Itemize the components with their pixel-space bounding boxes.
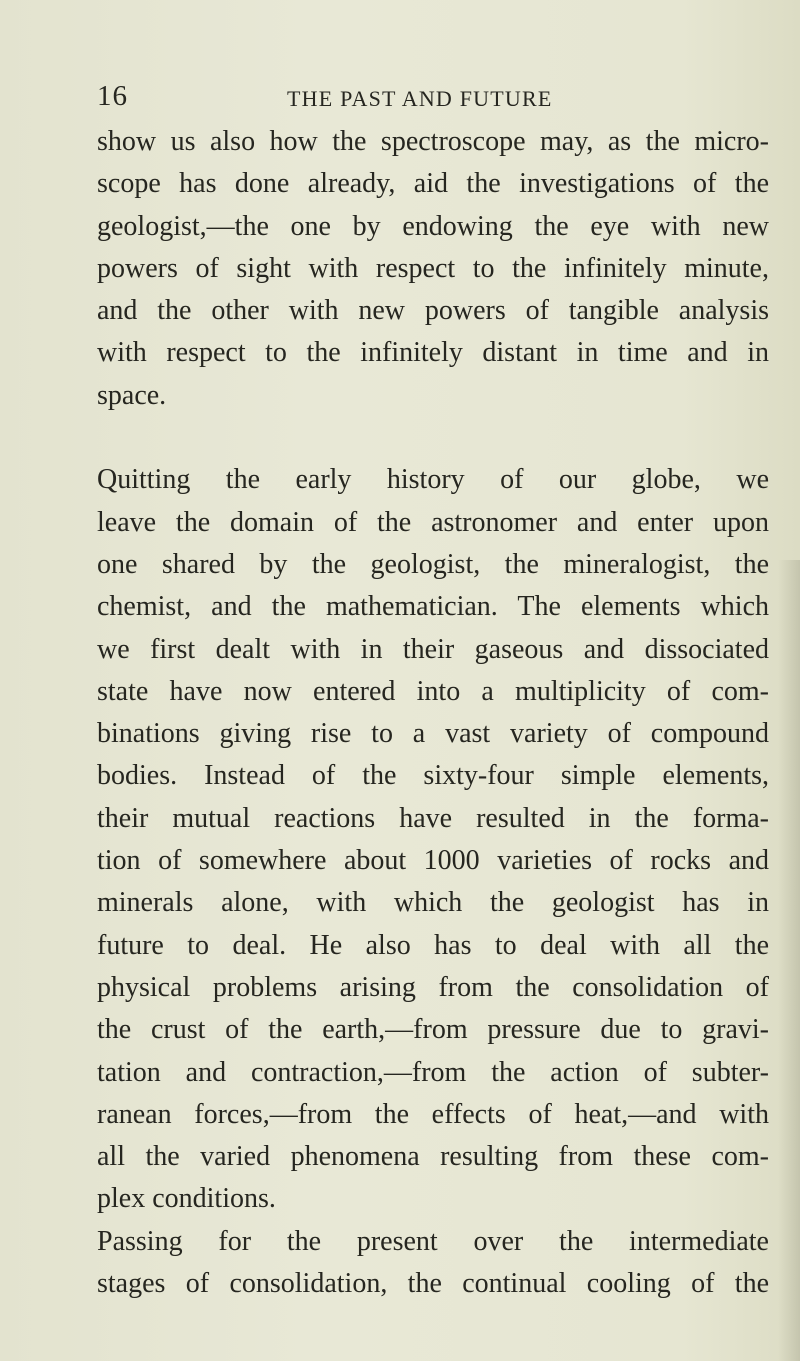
text-line: and the other with new powers of tangible analysis: [97, 295, 769, 327]
text-line: minerals alone, with which the geologist has in: [97, 887, 769, 919]
text-line: ranean forces,—from the effects of heat,—and with: [97, 1098, 769, 1130]
paragraph-gap: [97, 417, 769, 459]
text-line: future to deal. He also has to deal with all the: [97, 929, 769, 961]
text-line: show us also how the spectroscope may, as the micro-: [97, 126, 769, 157]
text-line: space.: [97, 379, 167, 411]
text-line: their mutual reactions have resulted in the forma-: [97, 802, 769, 834]
text-line: Passing for the present over the intermediate: [97, 1225, 769, 1257]
text-line: chemist, and the mathematician. The elements which: [97, 591, 769, 623]
text-line: powers of sight with respect to the infinitely minute,: [97, 252, 769, 284]
text-line: physical problems arising from the consolidation of: [97, 971, 769, 1003]
text-line: binations giving rise to a vast variety of compound: [97, 718, 769, 750]
text-line: the crust of the earth,—from pressure due to gravi-: [97, 1014, 769, 1046]
text-line: we first dealt with in their gaseous and dissociated: [97, 633, 769, 665]
page-header: [0, 80, 800, 120]
text-line: tation and contraction,—from the action of subter-: [97, 1056, 769, 1088]
body-text: [97, 121, 769, 1305]
text-line: scope has done already, aid the investigations of the: [97, 168, 769, 200]
text-line: with respect to the infinitely distant in time and in: [97, 337, 769, 369]
text-line: Quitting the early history of our globe, we: [97, 464, 769, 496]
running-title: THE PAST AND FUTURE: [287, 86, 553, 111]
text-line: leave the domain of the astronomer and enter upon: [97, 506, 769, 538]
text-line: state have now entered into a multiplicity of com-: [97, 675, 769, 707]
text-line: plex conditions.: [97, 1183, 276, 1215]
text-line: tion of somewhere about 1000 varieties of rocks and: [97, 845, 769, 877]
text-line: geologist,—the one by endowing the eye with new: [97, 210, 769, 242]
text-line: one shared by the geologist, the mineralogist, the: [97, 548, 769, 580]
page-edge-shadow: [778, 560, 800, 1361]
text-line: all the varied phenomena resulting from these com-: [97, 1141, 769, 1173]
text-line: bodies. Instead of the sixty-four simple elements,: [97, 760, 769, 792]
text-line: stages of consolidation, the continual cooling of the: [97, 1268, 769, 1300]
page-number: 16: [97, 80, 128, 112]
